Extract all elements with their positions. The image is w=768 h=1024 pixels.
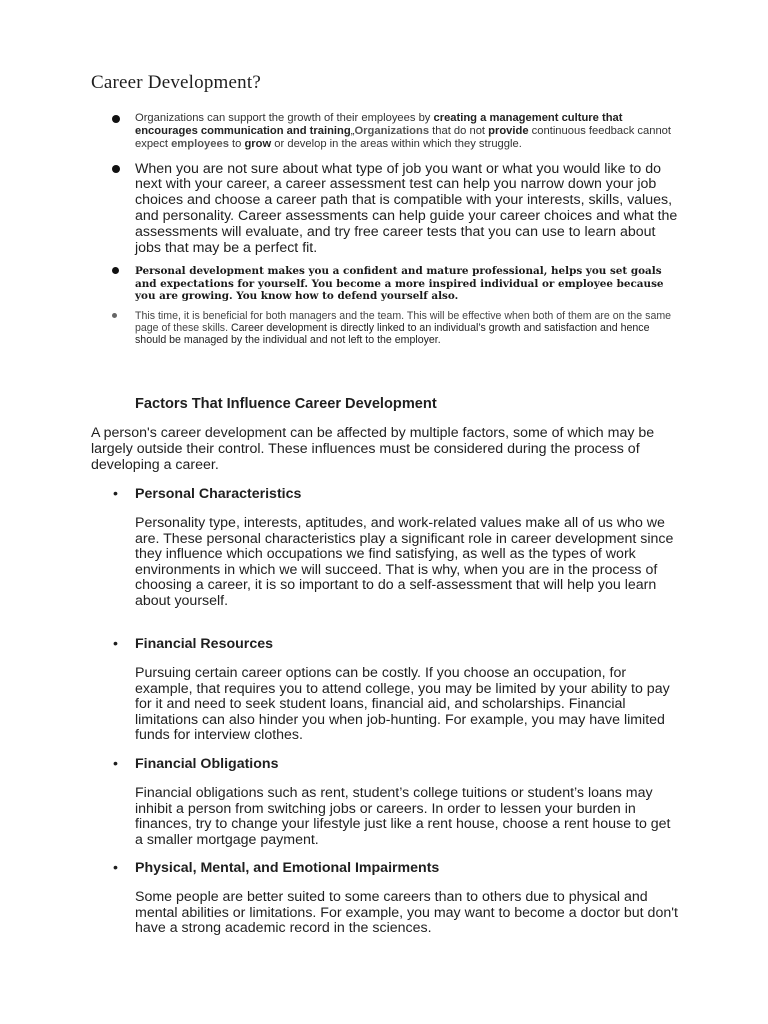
factor-body-personal-characteristics: Personality type, interests, aptitudes, and work-related values make all of us who we are. These personal characteristics play a significant role in career development since they influence which occupations we find satisfying, as well as the types of work environments in which we will succeed. That is why, when you are in the process of choosing a career, it is so important to do a self-assessment that will help you learn about yourself. — [135, 515, 674, 609]
bullet-item-personal-development — [112, 265, 678, 302]
factor-title: Personal Characteristics — [135, 486, 302, 502]
bullet-dot — [112, 165, 120, 173]
bullet-text-bold: grow — [244, 138, 272, 151]
bullet-text-part: or develop in the areas within which they struggle. — [271, 138, 522, 151]
section-heading-factors: Factors That Influence Career Development — [135, 396, 437, 412]
factor-heading-financial-resources — [113, 636, 273, 652]
bullet-text: Personal development makes you a confident and mature professional, helps you set goals and expectations for yourself. You become a more inspired individual or employee because you are growing. You know how to defend yourself also. — [135, 265, 664, 303]
factor-body-financial-obligations: Financial obligations such as rent, student’s college tuitions or student’s loans may inhibit a person from switching jobs or careers. In order to lessen your burden in finances, try to change your lifestyle just like a rent house, choose a rent house to get a smaller mortgage payment. — [135, 785, 671, 848]
factor-title: Financial Obligations — [135, 756, 279, 772]
intro-bullet-list — [112, 112, 678, 347]
document-title: Career Development? — [91, 72, 261, 93]
bullet-text-bold: creating a management culture that encourages communication and training — [135, 112, 623, 138]
factor-bullet: • — [113, 756, 118, 772]
factor-bullet: • — [113, 860, 118, 876]
factor-title: Financial Resources — [135, 636, 273, 652]
bullet-text: When you are not sure about what type of job you want or what you would like to do next with your career, a career assessment test can help you narrow down your job choices and choose a career path that is compatible with your interests, skills, values, and personality. Career assessments can help guide your career choices and what the assessments will evaluate, and try free career tests that you can use to learn about jobs that may be a perfect fit. — [135, 160, 678, 256]
bullet-text-part: Organizations can support the growth of their employees by — [135, 112, 434, 124]
bullet-text-part: Career development is directly linked to an individual’s growth and satisfaction and hence should be managed by the individual and not left to the employer. — [135, 322, 650, 347]
factor-body-financial-resources: Pursuing certain career options can be costly. If you choose an occupation, for example, that requires you to attend college, you may be limited by your ability to pay for it and need to seek student loans, financial aid, and scholarships. Financial limitations can also hinder you when job-hunting. For example, you may have limited funds for interview clothes. — [135, 665, 670, 744]
bullet-text-part: that do not — [429, 125, 489, 138]
factor-heading-personal-characteristics — [113, 486, 301, 502]
bullet-item-managers-team — [112, 310, 678, 347]
bullet-text-part: This time, it is beneficial for both managers and the team. This will be effective when both of them are on the same page of these skills. — [135, 309, 672, 335]
factor-bullet: • — [113, 486, 118, 502]
bullet-dot — [112, 115, 120, 123]
factors-intro-paragraph: A person's career development can be affected by multiple factors, some of which may be largely outside their control. These influences must be considered during the process of developing a career. — [91, 425, 655, 473]
bullet-item-support-growth — [112, 112, 678, 152]
factor-body-impairments: Some people are better suited to some careers than to others due to physical and mental abilities or limitations. For example, you may want to become a doctor but don't have a strong academic record in the sciences. — [135, 889, 678, 937]
bullet-text-bold: employees — [171, 138, 229, 151]
bullet-text-part: „ — [350, 125, 355, 138]
factor-heading-financial-obligations — [113, 756, 278, 772]
bullet-text-bold: provide — [488, 125, 529, 138]
factor-title: Physical, Mental, and Emotional Impairments — [135, 860, 440, 876]
bullet-text-part: continuous feedback cannot expect — [135, 125, 671, 151]
bullet-dot — [112, 267, 119, 274]
factor-heading-impairments — [113, 860, 439, 876]
factor-bullet: • — [113, 636, 118, 652]
bullet-text-part: to — [228, 138, 245, 151]
bullet-item-career-assessment — [112, 162, 678, 257]
bullet-text-bold: Organizations — [354, 125, 430, 138]
bullet-dot — [112, 313, 117, 318]
